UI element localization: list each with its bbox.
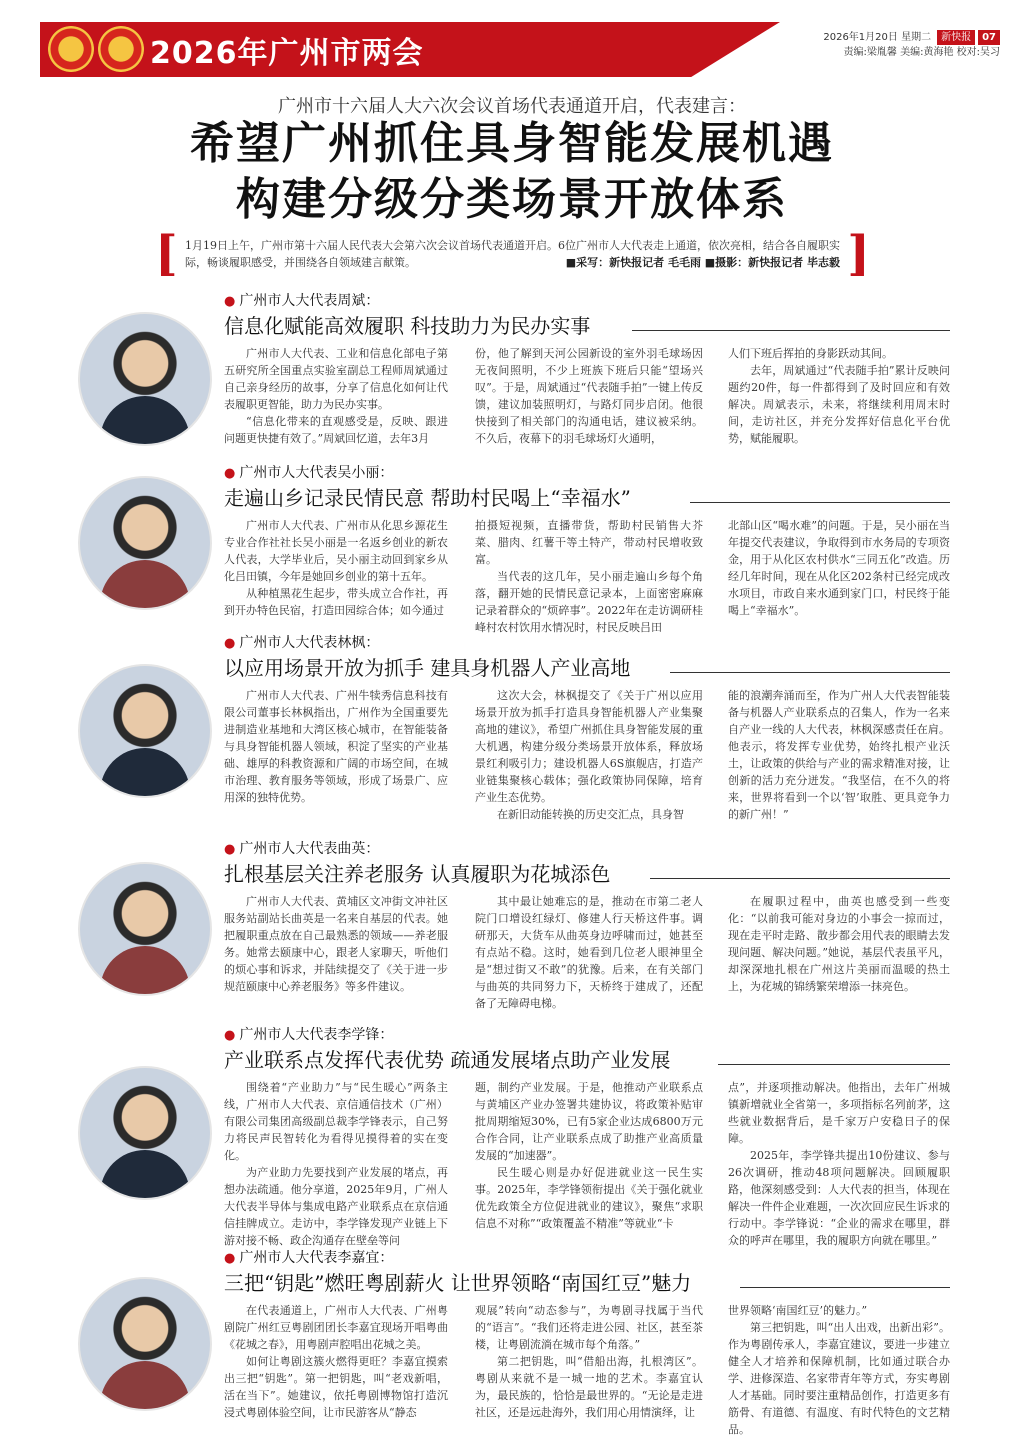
column-2: 拍摄短视频，直播带货，帮助村民销售大芥菜、腊肉、红薯干等土特产，带动村民增收致富。 当代表的这几年，吴小丽走遍山乡每个角落，翻开她的民情民意记录本，上面密密麻麻记录着群众的“烦碎事”。2022年在走访调研桂峰村农村饮用水情况时，村民反映吕田 (475, 519, 703, 634)
column-2: 这次大会，林枫提交了《关于广州以应用场景开放为抓手打造具身智能机器人产业集聚高地的建议》，希望广州抓住具身智能发展的重大机遇，构建分级分类场景开放体系，释放场景红利吸引力；建设机器人6S旗舰店，打造产业链集聚核心载体；强化政策协同保障，培育产业生态优势。 在新旧动能转换的历史交汇点，具身智 (475, 689, 703, 821)
portrait-photo (78, 862, 212, 996)
column-1: 围绕着“产业助力”与“民生暖心”两条主线，广州市人大代表、京信通信技术（广州）有限公司集团高级副总裁李学锋表示，自己努力将民声民智转化为看得见摸得着的实在变化。 为产业助力先要找到产业发展的堵点，再想办法疏通。他分享道，2025年9月，广州人大代表半导体与集成电路产业联系点在京信通信挂牌成立。走访中，李学锋发现产业链上下游对接不畅、政企沟通存在壁垒等问 (224, 1081, 448, 1247)
date-line: 2026年1月20日 星期二 (823, 32, 932, 43)
headline-line-1: 希望广州抓住具身智能发展机遇 (190, 118, 834, 169)
portrait-photo (78, 312, 212, 446)
title-rule (670, 672, 950, 673)
rep-label: ● 广州市人大代表曲英： (224, 841, 380, 857)
column-1: 广州市人大代表、广州市从化思乡源花生专业合作社社长吴小丽是一名返乡创业的新农人代表，大学毕业后，吴小丽主动回到家乡从化吕田镇，今年是她回乡创业的第十五年。 从种植黑花生起步，带头成立合作社，再到开办特色民宿，打造田园综合体；如今通过 (224, 519, 448, 617)
column-2: 份，他了解到天河公园新设的室外羽毛球场因无夜间照明，不少上班族下班后只能“望场兴叹”。于是，周斌通过“代表随手拍”一键上传反馈，建议加装照明灯，与路灯同步启闭。他很快接到了相关部门的沟通电话，建议被采纳。不久后，夜幕下的羽毛球场灯火通明， (475, 347, 703, 445)
portrait-photo (78, 664, 212, 798)
column-1: 广州市人大代表、工业和信息化部电子第五研究所全国重点实验室副总工程师周斌通过自己亲身经历的故事，分享了信息化如何让代表履职更智能，助力为民办实事。 “信息化带来的直观感受是，反映、跟进问题更快捷有效了。”周斌回忆道，去年3月 (224, 347, 448, 445)
column-1: 在代表通道上，广州市人大代表、广州粤剧院广州红豆粤剧团团长李嘉宜现场开唱粤曲《花城之春》，用粤剧声腔唱出花城之美。 如何让粤剧这簇火燃得更旺？李嘉宜摸索出三把“钥匙”。第一把钥匙，叫“老戏新唱，活在当下”。她建议，依托粤剧博物馆打造沉浸式粤剧体验空间，让市民游客从“静态 (224, 1304, 448, 1419)
section-title: 信息化赋能高效履职 科技助力为民办实事 (224, 314, 591, 338)
lead-paragraph: 1月19日上午，广州市第十六届人民代表大会第六次会议首场代表通道开启。6位广州市人大代表走上通道，依次亮相，结合各自履职实际，畅谈履职感受，并围绕各自领域建言献策。 (185, 239, 840, 269)
portrait-photo (78, 1277, 212, 1411)
title-rule (740, 1287, 950, 1288)
portrait-photo (78, 476, 212, 610)
section-title: 扎根基层关注养老服务 认真履职为花城添色 (224, 862, 611, 886)
masthead (823, 30, 1000, 60)
byline: ■采写：新快报记者 毛毛雨 ■摄影：新快报记者 毕志毅 (565, 256, 840, 269)
rep-label: ● 广州市人大代表李学锋： (224, 1027, 394, 1043)
rep-label: ● 广州市人大代表周斌： (224, 293, 380, 309)
portrait-photo (78, 1066, 212, 1200)
column-3: 人们下班后挥拍的身影跃动其间。 去年，周斌通过“代表随手拍”累计反映问题约20件，每一件都得到了及时回应和有效解决。周斌表示，未来，将继续利用周末时间，走访社区，并充分发挥好信息化平台优势，赋能履职。 (728, 347, 950, 445)
section-qu-ying (0, 838, 1024, 1018)
rep-label: ● 广州市人大代表吴小丽： (224, 465, 394, 481)
column-3: 北部山区“喝水难”的问题。于是，吴小丽在当年提交代表建议，争取得到市水务局的专项资金，用于从化区农村供水“三同五化”改造。历经几年时间，现在从化区202条村已经完成改水项目，市政自来水通到家门口，村民终于能喝上“幸福水”。 (728, 519, 950, 617)
section-zhou-bin (0, 290, 1024, 460)
lead-box (155, 226, 870, 282)
section-wu-xiaoli (0, 462, 1024, 634)
title-rule (632, 330, 950, 331)
column-3: 在履职过程中，曲英也感受到一些变化：“以前我可能对身边的小事会一掠而过，现在走平时走路、散步都会用代表的眼睛去发现问题、解决问题。”她说，基层代表虽平凡，却深深地扎根在广州这片美丽而温暖的热土上，为花城的锦绣繁荣增添一抹亮色。 (728, 895, 950, 993)
column-2: 其中最让她难忘的是，推动在市第二老人院门口增设红绿灯、修建人行天桥这件事。调研那天，大货车从曲英身边呼啸而过，她甚至有点站不稳。这时，她看到几位老人眼神里全是“想过街又不敢”的犹豫。后来，在有关部门与曲英的共同努力下，天桥终于建成了，还配备了无障碍电梯。 (475, 895, 703, 1010)
column-1: 广州市人大代表、广州牛犊秀信息科技有限公司董事长林枫指出，广州作为全国重要先进制造业基地和大湾区核心城市，在智能装备与具身智能机器人领域，积淀了坚实的产业基础、雄厚的科教资源和广阔的市场空间，在城市治理、教育服务等领域，形成了场景广、应用深的独特优势。 (224, 689, 448, 804)
column-1: 广州市人大代表、黄埔区文冲街文冲社区服务站副站长曲英是一名来自基层的代表。她把履职重点放在自己最熟悉的领域——养老服务。她常去颐康中心，跟老人家聊天，听他们的烦心事和诉求，并陆续提交了《关于进一步规范颐康中心养老服务》等多件建议。 (224, 895, 448, 993)
column-2: 题，制约产业发展。于是，他推动产业联系点与黄埔区产业办签署共建协议，将政策补贴审批周期缩短30%，已有5家企业达成6800万元合作合同，让产业联系点成了助推产业高质量发展的“加速器”。 民生暖心则是办好促进就业这一民生实事。2025年，李学锋领衔提出《关于强化就业优先政策全方位促进就业的建议》，聚焦“求职信息不对称”“政策覆盖不精准”等就业“卡 (475, 1081, 703, 1230)
section-lin-feng (0, 632, 1024, 832)
rep-label: ● 广州市人大代表林枫： (224, 635, 380, 651)
lead-text (185, 237, 840, 271)
editors-line: 责编:梁胤馨 美编:黄海艳 校对:吴习 (843, 47, 1000, 58)
left-bracket-icon: [ (155, 226, 178, 282)
national-emblem-icon (48, 26, 94, 72)
section-li-jiayi (0, 1247, 1024, 1447)
title-rule (650, 878, 950, 879)
section-title: 走遍山乡记录民情民意 帮助村民喝上“幸福水” (224, 486, 631, 510)
column-2: 观展”转向“动态参与”，为粤剧寻找属于当代的“语言”。“我们还将走进公园、社区，甚至茶楼，让粤剧流淌在城市每个角落。” 第二把钥匙，叫“借船出海，扎根湾区”。粤剧从来就不是一城一地的艺术。李嘉宜认为，最民族的，恰恰是最世界的。“无论是走进社区，还是远赴海外，我们用心用情演绎，让 (475, 1304, 703, 1419)
headline (0, 116, 1024, 228)
column-3: 点”，并逐项推动解决。他指出，去年广州城镇新增就业全省第一，多项指标名列前茅，这些就业数据背后，是千家万户安稳日子的保障。 2025年，李学锋共提出10份建议、参与26次调研，推动48项问题解决。回顾履职路，他深刻感受到：人大代表的担当，体现在解决一件件企业难题，一次次回应民生诉求的行动中。李学锋说：“企业的需求在哪里，群众的呼声在哪里，我的履职方向就在哪里。” (728, 1081, 950, 1247)
headline-line-2: 构建分级分类场景开放体系 (236, 174, 788, 225)
section-title: 三把“钥匙”燃旺粤剧薪火 让世界领略“南国红豆”魅力 (224, 1271, 692, 1295)
column-3: 能的浪潮奔涌而至，作为广州人大代表智能装备与机器人产业联系点的召集人，作为一名来自产业一线的人大代表，林枫深感责任在肩。他表示，将发挥专业优势，始终扎根产业沃土，让政策的供给与产业的需求精准对接，让创新的活力充分迸发。“我坚信，在不久的将来，世界将看到一个以‘智’取胜、更具竞争力的新广州！” (728, 689, 950, 821)
page-number: 07 (978, 30, 1000, 45)
section-title: 以应用场景开放为抓手 建具身机器人产业高地 (224, 656, 631, 680)
title-rule (718, 1064, 950, 1065)
column-3: 世界领略‘南国红豆’的魅力。” 第三把钥匙，叫“出人出戏，出新出彩”。作为粤剧传承人，李嘉宜建议，要进一步建立健全人才培养和保障机制，比如通过联合办学、进修深造、名家带青年等方式，夯实粤剧人才基础。同时要注重精品创作，打造更多有筋骨、有道德、有温度、有时代特色的文艺精品。 (728, 1304, 950, 1436)
banner-title: 2026年广州市两会 (150, 36, 424, 71)
right-bracket-icon: ] (847, 226, 870, 282)
kicker: 广州市十六届人大六次会议首场代表通道开启，代表建言： (278, 96, 746, 117)
section-title: 产业联系点发挥代表优势 疏通发展堵点助产业发展 (224, 1048, 671, 1072)
section-li-xuefeng (0, 1024, 1024, 1247)
rep-label: ● 广州市人大代表李嘉宜： (224, 1250, 394, 1266)
title-rule (690, 502, 950, 503)
cppcc-emblem-icon (98, 26, 144, 72)
paper-name: 新快报 (937, 30, 975, 45)
